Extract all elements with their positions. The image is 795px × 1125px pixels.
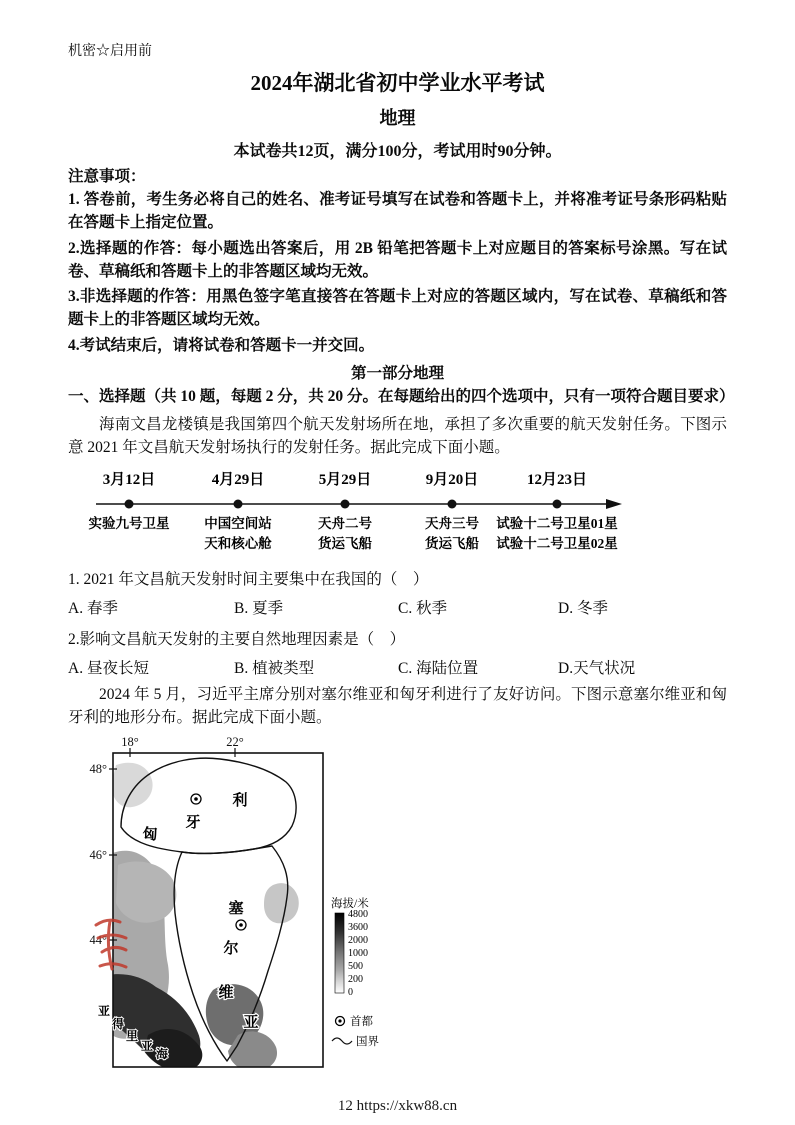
legend-value: 1000 <box>348 948 368 959</box>
hungary-label-char: 牙 <box>185 815 201 831</box>
exam-title: 2024年湖北省初中学业水平考试 <box>250 71 545 95</box>
notice-item-2: 2.选择题的作答：每小题选出答案后，用 2B 铅笔把答题卡上对应题目的答案标号涂黑。写在试卷、草稿纸和答题卡上的非答题区域均无效。 <box>68 239 727 280</box>
legend-capital-label: 首都 <box>350 1016 373 1028</box>
lon-label-22: 22° <box>226 735 244 749</box>
legend-value: 4800 <box>348 909 368 920</box>
q2-option-d: D.天气状况 <box>558 659 636 677</box>
timeline-label: 实验九号卫星 <box>88 515 170 531</box>
timeline-date: 4月29日 <box>211 471 265 488</box>
serbia-hungary-map-figure <box>88 735 398 1077</box>
adriatic-sea-label-char: 里 <box>125 1029 139 1043</box>
serbia-label-char: 尔 <box>223 941 239 957</box>
question-1-options <box>68 596 727 618</box>
adriatic-sea-label-char: 亚 <box>97 1004 111 1018</box>
notice-item-4: 4.考试结束后，请将试卷和答题卡一并交回。 <box>68 336 375 354</box>
question-2-stem: 2.影响文昌航天发射的主要自然地理因素是（ ） <box>68 630 406 648</box>
confidential-label: 机密☆启用前 <box>68 44 152 59</box>
hungary-label-char: 匈 <box>142 827 158 843</box>
timeline-event-5 <box>496 471 618 551</box>
serbia-label-char: 塞 <box>228 901 244 917</box>
footer-page-link[interactable]: 12 https://xkw88.cn <box>337 1098 458 1114</box>
timeline-label: 中国空间站 <box>204 515 272 531</box>
legend-value: 500 <box>348 961 363 972</box>
subject-title: 地理 <box>379 108 416 128</box>
notice-header: 注意事项： <box>68 168 146 185</box>
timeline-label: 货运飞船 <box>318 535 372 551</box>
q1-option-d: D. 冬季 <box>558 599 608 617</box>
map-legend <box>331 896 379 1048</box>
question-2-options <box>68 656 727 678</box>
timeline-dot <box>125 499 134 508</box>
border-legend-icon <box>332 1038 352 1044</box>
q1-option-c: C. 秋季 <box>398 599 448 617</box>
lat-label-46: 46° <box>89 848 107 862</box>
timeline-event-3 <box>318 471 372 551</box>
legend-value: 0 <box>348 987 353 998</box>
elevation-scale-bar <box>335 913 344 993</box>
serbia-label-char: 维 <box>218 985 234 1001</box>
hungary-label-char: 利 <box>232 793 248 809</box>
timeline-date: 3月12日 <box>102 471 156 488</box>
q2-option-b: B. 植被类型 <box>234 659 315 677</box>
adriatic-sea-label-char: 亚 <box>140 1039 154 1053</box>
q2-option-a: A. 昼夜长短 <box>68 659 149 677</box>
timeline-event-2 <box>204 471 272 551</box>
launch-timeline-figure <box>68 466 628 558</box>
timeline-date: 12月23日 <box>526 471 588 488</box>
timeline-label: 货运飞船 <box>425 535 479 551</box>
capital-icon-belgrade <box>236 920 246 930</box>
q1-option-a: A. 春季 <box>68 599 118 617</box>
timeline-label: 天舟二号 <box>318 515 372 531</box>
choice-section-header: 一、选择题（共 10 题，每题 2 分，共 20 分。在每题给出的四个选项中，只有一项符合题目要求） <box>68 387 735 405</box>
legend-title: 海拔/米 <box>331 898 369 910</box>
timeline-label: 试验十二号卫星01星 <box>496 515 618 531</box>
timeline-dot <box>234 499 243 508</box>
lon-label-18: 18° <box>121 735 139 749</box>
notice-item-3: 3.非选择题的作答：用黑色签字笔直接答在答题卡上对应的答题区域内，写在试卷、草稿纸和答题卡上的非答题区域均无效。 <box>68 288 727 329</box>
adriatic-sea-label-char: 海 <box>155 1047 169 1061</box>
exam-info-line: 本试卷共12页，满分100分，考试用时90分钟。 <box>233 143 562 160</box>
timeline-label: 天舟三号 <box>425 515 479 531</box>
section-title: 第一部分地理 <box>350 364 444 382</box>
q2-option-c: C. 海陆位置 <box>398 659 479 677</box>
timeline-dot <box>553 499 562 508</box>
timeline-event-1 <box>89 471 170 531</box>
serbia-label-char: 亚 <box>243 1015 259 1031</box>
timeline-dot <box>341 499 350 508</box>
adriatic-sea-label-char: 得 <box>111 1017 125 1031</box>
capital-legend-icon-dot <box>338 1019 341 1022</box>
timeline-event-4 <box>425 471 479 551</box>
q1-option-b: B. 夏季 <box>234 599 284 617</box>
timeline-arrow-icon <box>606 499 622 509</box>
legend-value: 3600 <box>348 922 368 933</box>
passage-wenchang: 海南文昌龙楼镇是我国第四个航天发射场所在地，承担了多次重要的航天发射任务。下图示意 2021 年文昌航天发射场执行的发射任务。据此完成下面小题。 <box>68 416 727 457</box>
notice-item-1: 1. 答卷前，考生务必将自己的姓名、准考证号填写在试卷和答题卡上，并将准考证号条形码粘贴在答题卡上指定位置。 <box>68 191 727 232</box>
timeline-date: 5月29日 <box>318 471 372 488</box>
timeline-date: 9月20日 <box>425 471 479 488</box>
passage-serbia-hungary: 2024 年 5 月，习近平主席分别对塞尔维亚和匈牙利进行了友好访问。下图示意塞尔维亚和匈牙利的地形分布。据此完成下面小题。 <box>68 685 727 726</box>
timeline-label: 天和核心舱 <box>204 535 272 551</box>
capital-icon-budapest <box>191 794 201 804</box>
legend-border-label: 国界 <box>356 1036 379 1048</box>
lat-label-44: 44° <box>89 933 107 947</box>
lat-label-48: 48° <box>89 762 107 776</box>
timeline-label: 试验十二号卫星02星 <box>496 535 618 551</box>
timeline-dot <box>448 499 457 508</box>
legend-value: 200 <box>348 974 363 985</box>
question-1-stem: 1. 2021 年文昌航天发射时间主要集中在我国的（ ） <box>68 570 429 588</box>
legend-value: 2000 <box>348 935 368 946</box>
